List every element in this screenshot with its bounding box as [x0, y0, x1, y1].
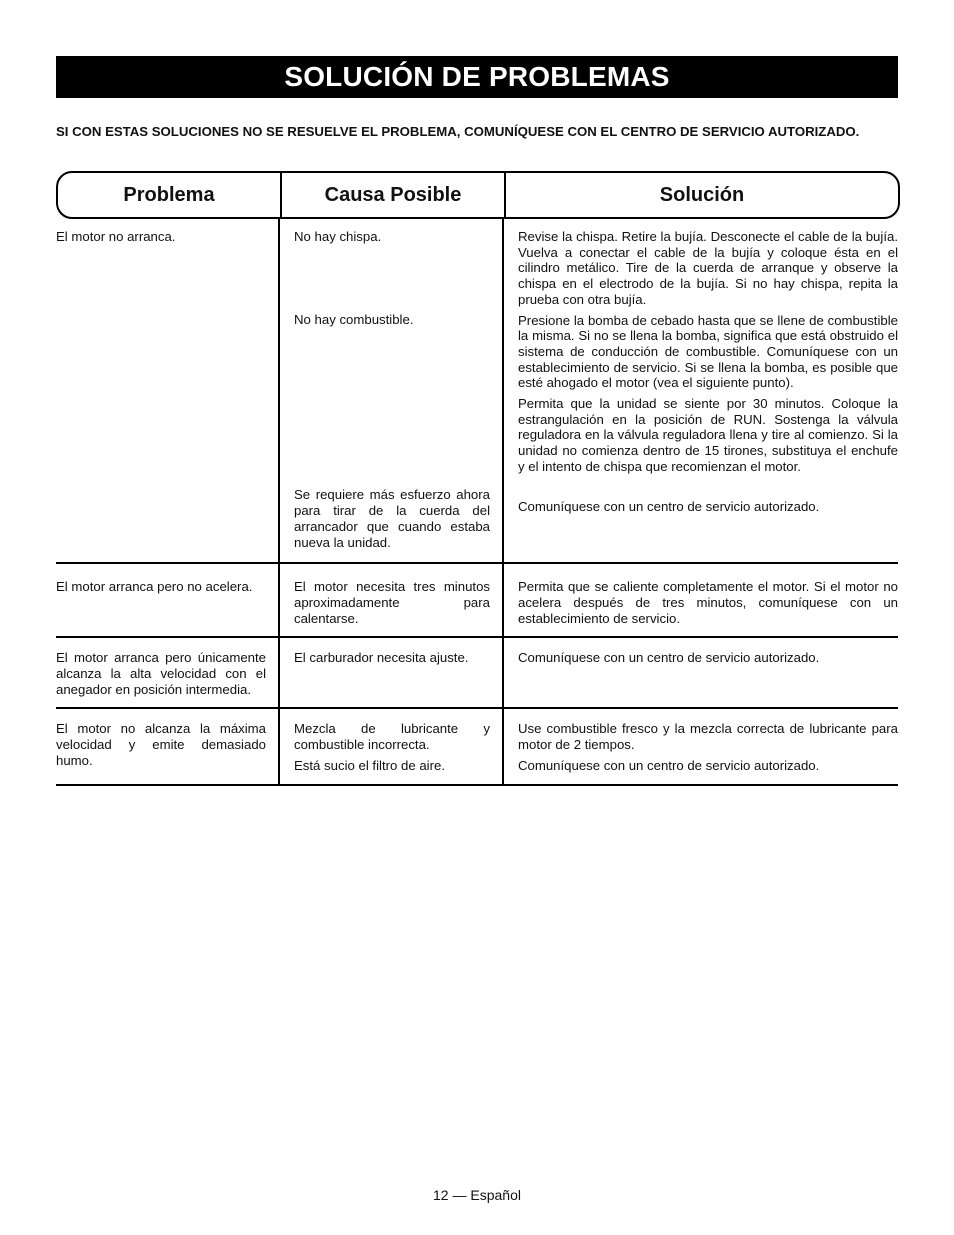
- solution-text: Comuníquese con un centro de servicio autorizado.: [518, 650, 820, 666]
- cause-cell: [280, 564, 504, 636]
- table-row: [56, 709, 898, 785]
- page-title-text: SOLUCIÓN DE PROBLEMAS: [284, 61, 670, 92]
- problem-cell: [56, 564, 280, 636]
- solution-cell: [504, 638, 898, 707]
- solution-cell: [504, 217, 898, 562]
- solution-text: Use combustible fresco y la mezcla correcta de lubricante para motor de 2 tiempos.: [518, 721, 898, 753]
- solution-cell: [504, 564, 898, 636]
- table-header: [56, 171, 900, 219]
- service-warning: SI CON ESTAS SOLUCIONES NO SE RESUELVE EL PROBLEMA, COMUNÍQUESE CON EL CENTRO DE SERVICIO AUTORIZADO.: [56, 124, 860, 139]
- header-problema: Problema: [58, 173, 282, 217]
- cause-cell: [280, 709, 504, 783]
- cause-text: Está sucio el filtro de aire.: [294, 757, 445, 773]
- cause-text: El motor necesita tres minutos aproximadamente para calentarse.: [294, 579, 490, 626]
- solution-text: Presione la bomba de cebado hasta que se llene de combustible la misma. Si no se llena la bomba, significa que está obstruido el sistema de conducción de combustible. Comuníquese con un establecimiento de servicio. Si se llena la bomba, es posible que esté ahogado el motor (vea el siguiente punto).: [518, 312, 898, 391]
- cause-text: Mezcla de lubricante y combustible incorrecta.: [294, 721, 490, 753]
- problem-text: El motor no alcanza la máxima velocidad y emite demasiado humo.: [56, 721, 266, 768]
- table-row: [56, 564, 898, 638]
- cause-text: El carburador necesita ajuste.: [294, 650, 469, 666]
- problem-text: El motor arranca pero únicamente alcanza la alta velocidad con el anegador en posición intermedia.: [56, 650, 266, 697]
- cause-cell: [280, 217, 504, 562]
- cause-text: No hay chispa.: [294, 229, 382, 244]
- table-row: [56, 217, 898, 564]
- header-causa: Causa Posible: [282, 173, 506, 217]
- troubleshooting-table: [56, 217, 898, 786]
- solution-text: Comuníquese con un centro de servicio autorizado.: [518, 498, 820, 514]
- table-row: [56, 638, 898, 709]
- problem-text: El motor arranca pero no acelera.: [56, 579, 253, 595]
- page-title: [56, 56, 898, 98]
- solution-text: Comuníquese con un centro de servicio autorizado.: [518, 757, 820, 773]
- cause-text: Se requiere más esfuerzo ahora para tirar de la cuerda del arrancador que cuando estaba nueva la unidad.: [294, 487, 490, 550]
- cause-text: No hay combustible.: [294, 311, 414, 327]
- header-solucion: Solución: [659, 183, 745, 206]
- solution-text: Revise la chispa. Retire la bujía. Desconecte el cable de la bujía. Vuelva a conectar el cable de la bujía y coloque ésta en el cilindro metálico. Tire de la cuerda de arranque y observe la chispa en el electrodo de la bujía. Si no hay chispa, repita la prueba con otra bujía.: [518, 229, 898, 307]
- problem-cell: [56, 638, 280, 707]
- solution-text: Permita que se caliente completamente el motor. Si el motor no acelera después de tres minutos, comuníquese con un establecimiento de servicio.: [518, 579, 898, 626]
- cause-cell: [280, 638, 504, 707]
- problem-text: El motor no arranca.: [56, 229, 176, 244]
- solution-cell: [504, 709, 898, 783]
- problem-cell: [56, 709, 280, 783]
- solution-text: Permita que la unidad se siente por 30 minutos. Coloque la estrangulación en la posición de RUN. Sostenga la válvula reguladora en la válvula reguladora llena y tire al comienzo. Si la unidad no comienza dentro de 15 tirones, substituya el enchufe y el intento de chispa que recomienzan el motor.: [518, 396, 898, 474]
- page-footer: 12 — Español: [433, 1187, 521, 1203]
- problem-cell: [56, 217, 280, 562]
